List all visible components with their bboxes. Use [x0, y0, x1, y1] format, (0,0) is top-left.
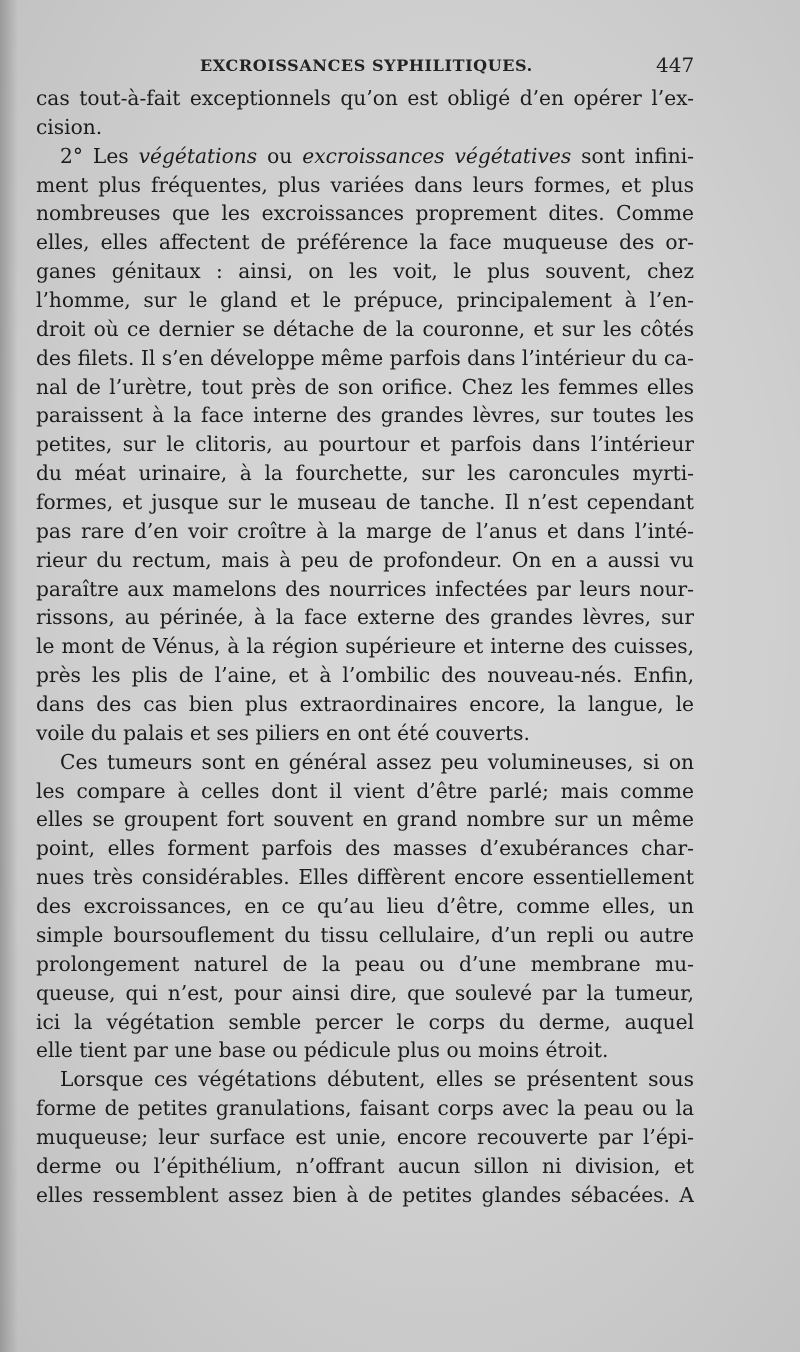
text-line: elles, elles affectent de préférence la face muqueuse des or-	[36, 230, 694, 255]
text-line: cision.	[36, 114, 103, 139]
text-line: près les plis de l’aine, et à l’ombilic des nouveau-nés. Enfin,	[36, 663, 694, 688]
gutter-shadow	[0, 0, 18, 1352]
text-line: elles se groupent fort souvent en grand nombre sur un même	[36, 807, 694, 832]
running-title: EXCROISSANCES SYPHILITIQUES.	[200, 56, 533, 75]
text-line: muqueuse; leur surface est unie, encore recouverte par l’épi-	[36, 1124, 694, 1149]
text-line: paraissent à la face interne des grandes lèvres, sur toutes les	[36, 403, 694, 428]
text-line: du méat urinaire, à la fourchette, sur les caroncules myrti-	[36, 461, 694, 486]
text-line: des excroissances, en ce qu’au lieu d’être, comme elles, un	[36, 894, 694, 919]
text-line: le mont de Vénus, à la région supérieure et interne des cuisses,	[36, 634, 694, 659]
text-line: ganes génitaux : ainsi, on les voit, le plus souvent, chez	[36, 259, 694, 284]
text-line: voile du palais et ses piliers en ont été couverts.	[36, 720, 530, 745]
body-text	[36, 84, 694, 1210]
text-line: paraître aux mamelons des nourrices infectées par leurs nour-	[36, 576, 694, 601]
text-segment: ou	[257, 143, 303, 168]
text-line: forme de petites granulations, faisant corps avec la peau ou la	[36, 1096, 694, 1121]
text-line: dans des cas bien plus extraordinaires encore, la langue, le	[36, 692, 694, 717]
text-line: rissons, au périnée, à la face externe des grandes lèvres, sur	[36, 605, 694, 630]
text-line: nues très considérables. Elles diffèrent encore essentiellement	[36, 865, 694, 890]
page-number: 447	[656, 53, 695, 77]
italic-term: excroissances végétatives	[302, 143, 572, 168]
text-line	[36, 142, 694, 171]
text-line: Ces tumeurs sont en général assez peu volumineuses, si on	[60, 749, 694, 774]
text-line: simple boursouflement du tissu cellulaire, d’un repli ou autre	[36, 922, 694, 947]
text-line: rieur du rectum, mais à peu de profondeur. On en a aussi vu	[36, 547, 694, 572]
text-line: l’homme, sur le gland et le prépuce, principalement à l’en-	[36, 288, 694, 313]
text-line: petites, sur le clitoris, au pourtour et parfois dans l’intérieur	[36, 432, 694, 457]
text-line: queuse, qui n’est, pour ainsi dire, que soulevé par la tumeur,	[36, 980, 694, 1005]
italic-term: végétations	[138, 143, 258, 168]
text-line: formes, et jusque sur le museau de tanche. Il n’est cependant	[36, 490, 694, 515]
text-line: ment plus fréquentes, plus variées dans leurs formes, et plus	[36, 172, 694, 197]
page-header	[0, 53, 800, 86]
text-line: nombreuses que les excroissances proprement dites. Comme	[36, 201, 694, 226]
text-line: point, elles forment parfois des masses d’exubérances char-	[36, 836, 694, 861]
text-line: Lorsque ces végétations débutent, elles se présentent sous	[60, 1067, 694, 1092]
text-line: elles ressemblent assez bien à de petites glandes sébacées. A	[36, 1182, 694, 1207]
text-line: pas rare d’en voir croître à la marge de l’anus et dans l’inté-	[36, 518, 694, 543]
text-line: elle tient par une base ou pédicule plus ou moins étroit.	[36, 1038, 609, 1063]
text-segment: 2° Les	[60, 143, 139, 168]
text-line: cas tout-à-fait exceptionnels qu’on est obligé d’en opérer l’ex-	[36, 86, 694, 110]
text-line: derme ou l’épithélium, n’offrant aucun sillon ni division, et	[36, 1153, 694, 1178]
text-line: des filets. Il s’en développe même parfois dans l’intérieur du ca-	[36, 345, 694, 370]
text-line: droit où ce dernier se détache de la couronne, et sur les côtés	[36, 316, 694, 341]
text-line: les compare à celles dont il vient d’être parlé; mais comme	[36, 778, 694, 803]
text-line: prolongement naturel de la peau ou d’une membrane mu-	[36, 951, 694, 976]
text-line: ici la végétation semble percer le corps du derme, auquel	[36, 1009, 694, 1034]
text-line: nal de l’urètre, tout près de son orifice. Chez les femmes elles	[36, 374, 694, 399]
text-segment: sont infini-	[571, 143, 694, 168]
